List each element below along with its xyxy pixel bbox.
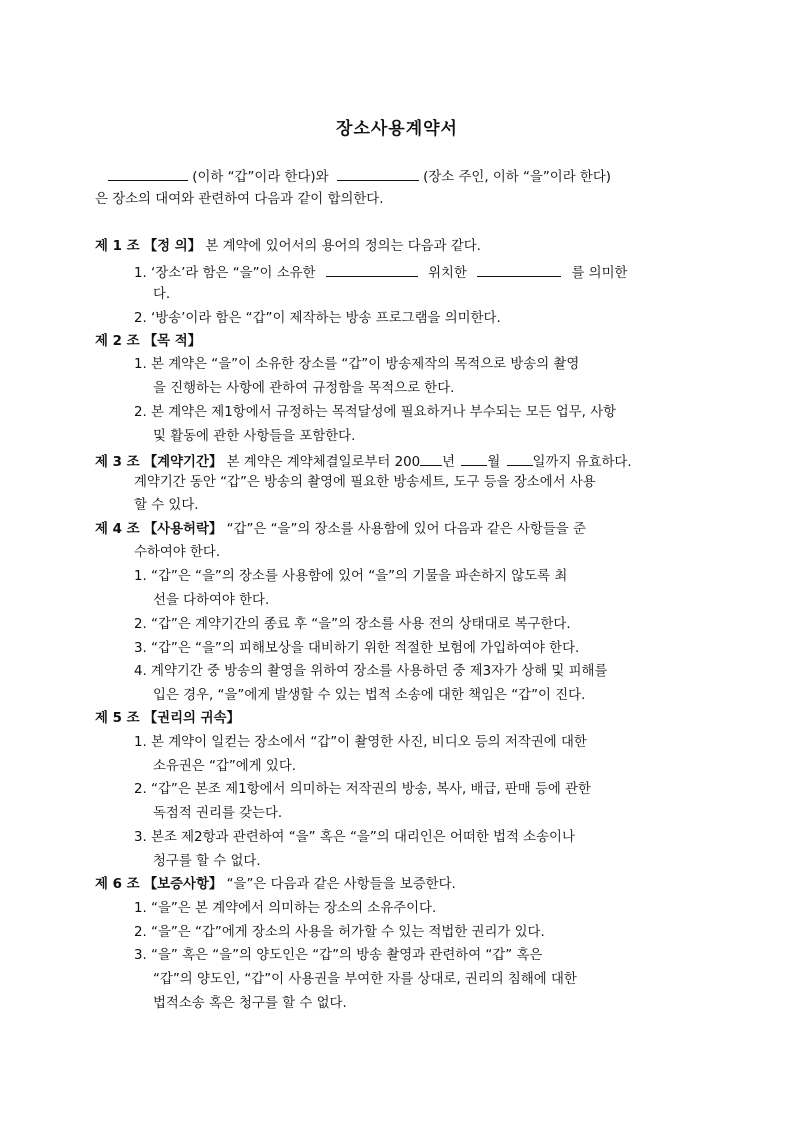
article-2-heading [95, 333, 201, 351]
item-number: 1. [134, 735, 147, 750]
article-6-item-2 [134, 924, 545, 942]
document-title: 장소사용계약서 [336, 119, 458, 139]
item-line-1: “갑”은 본조 제1항에서 의미하는 저작권의 방송, 복사, 배급, 판매 등에 관한 [151, 782, 591, 797]
item-line-1: “을”은 “갑”에게 장소의 사용을 허가할 수 있는 적법한 권리가 있다. [151, 925, 545, 940]
article-6-item-1 [134, 900, 436, 918]
article-4-lead: “갑”은 “을”의 장소를 사용함에 있어 다음과 같은 사항들을 준 [226, 522, 586, 537]
article-6-number: 제 6 조 [95, 877, 140, 892]
item-number: 1. [134, 901, 147, 916]
article-4-title: 【사용허락】 [143, 522, 223, 537]
item-number: 1. [134, 357, 147, 372]
place-location-blank[interactable] [477, 262, 561, 277]
article-3-title: 【계약기간】 [143, 455, 223, 470]
article-6-lead: “을”은 다음과 같은 사항들을 보증한다. [226, 877, 456, 892]
item-line-1: 본 계약이 일컫는 장소에서 “갑”이 촬영한 사진, 비디오 등의 저작권에 대한 [151, 735, 587, 750]
item-number: 1. [134, 266, 147, 281]
item-line-1: “을” 혹은 “을”의 양도인은 “갑”의 방송 촬영과 관련하여 “갑” 혹은 [151, 948, 543, 963]
article-5-item-2-cont: 독점적 권리를 갖는다. [153, 806, 283, 821]
item-number: 3. [134, 641, 147, 656]
article-3-heading [95, 451, 632, 472]
article-5-item-3 [134, 829, 575, 847]
item-number: 2. [134, 782, 147, 797]
item-number: 1. [134, 569, 147, 584]
article-3-text-c: 월 [487, 455, 501, 470]
item-line-1: “을”은 본 계약에서 의미하는 장소의 소유주이다. [151, 901, 437, 916]
item-number: 2. [134, 925, 147, 940]
item-number: 4. [134, 664, 147, 679]
article-5-heading [95, 710, 240, 728]
article-5-item-2 [134, 781, 591, 799]
article-3-number: 제 3 조 [95, 455, 140, 470]
item-line-1: 본조 제2항과 관련하여 “을” 혹은 “을”의 대리인은 어떠한 법적 소송이나 [151, 830, 575, 845]
article-2-item-2 [134, 404, 616, 422]
article-4-number: 제 4 조 [95, 522, 140, 537]
article-2-number: 제 2 조 [95, 334, 140, 349]
party-a-blank[interactable] [108, 166, 188, 181]
intro-part-2: (장소 주인, 이하 “을”이라 한다) [423, 170, 612, 185]
article-6-item-3-cont-1: “갑”의 양도인, “갑”이 사용권을 부여한 자를 상대로, 권리의 침해에 대한 [153, 972, 577, 987]
item-number: 3. [134, 948, 147, 963]
article-5-number: 제 5 조 [95, 711, 140, 726]
article-2-item-1-cont: 을 진행하는 사항에 관하여 규정함을 목적으로 한다. [153, 381, 455, 396]
year-blank[interactable] [420, 451, 442, 466]
article-3-text-a: 본 계약은 계약체결일로부터 200 [226, 455, 421, 470]
item-line-1: “갑”은 “을”의 피해보상을 대비하기 위한 적절한 보험에 가입하여야 한다. [151, 641, 580, 656]
intro-part-1: (이하 “갑”이라 한다)와 [192, 170, 329, 185]
article-4-lead-cont: 수하여야 한다. [134, 545, 221, 560]
article-1-title: 【정 의】 [143, 239, 202, 254]
item-line-1: “갑”은 “을”의 장소를 사용함에 있어 “을”의 기물을 파손하지 않도록 최 [151, 569, 568, 584]
article-2-title: 【목 적】 [143, 334, 202, 349]
article-1-item-1-cont: 다. [153, 287, 171, 302]
article-2-item-1 [134, 356, 579, 374]
item-line-1: 본 계약은 제1항에서 규정하는 목적달성에 필요하거나 부수되는 모든 업무, 사항 [151, 405, 617, 420]
article-4-item-4-cont: 입은 경우, “을”에게 발생할 수 있는 법적 소송에 대한 책임은 “갑”이 진다. [153, 688, 586, 703]
article-5-item-1 [134, 734, 587, 752]
article-4-item-4 [134, 663, 607, 681]
item-number: 2. [134, 311, 147, 326]
article-4-item-1-cont: 선을 다하여야 한다. [153, 593, 270, 608]
article-3-text-b: 년 [442, 455, 456, 470]
item-line-1: 본 계약은 “을”이 소유한 장소를 “갑”이 방송제작의 목적으로 방송의 촬영 [151, 357, 580, 372]
intro-line-2: 은 장소의 대여와 관련하여 다음과 같이 합의한다. [95, 192, 384, 207]
article-4-heading [95, 521, 586, 539]
article-5-item-1-cont: 소유권은 “갑”에게 있다. [153, 759, 297, 774]
item-number: 3. [134, 830, 147, 845]
article-3-text-d: 일까지 유효하다. [532, 455, 632, 470]
item-text: ‘방송’이라 함은 “갑”이 제작하는 방송 프로그램을 의미한다. [151, 311, 501, 326]
party-b-blank[interactable] [337, 166, 419, 181]
article-6-title: 【보증사항】 [143, 877, 223, 892]
article-5-item-3-cont: 청구를 할 수 없다. [153, 854, 261, 869]
article-6-heading [95, 876, 456, 894]
item-line-1: 계약기간 중 방송의 촬영을 위하여 장소를 사용하던 중 제3자가 상해 및 피해를 [151, 664, 608, 679]
article-2-item-2-cont: 및 활동에 관한 사항들을 포함한다. [153, 429, 356, 444]
article-4-item-3 [134, 640, 579, 658]
article-1-number: 제 1 조 [95, 239, 140, 254]
article-1-item-1 [134, 262, 627, 283]
article-3-line-2: 계약기간 동안 “갑”은 방송의 촬영에 필요한 방송세트, 도구 등을 장소에서 사용 [134, 475, 596, 490]
article-3-line-3: 할 수 있다. [134, 498, 199, 513]
month-blank[interactable] [461, 451, 487, 466]
intro-line-1 [108, 166, 611, 187]
item-number: 2. [134, 405, 147, 420]
article-1-heading [95, 238, 481, 256]
article-1-item-2 [134, 310, 501, 328]
article-4-item-2 [134, 616, 571, 634]
item-text-c: 를 의미한 [571, 266, 628, 281]
item-line-1: “갑”은 계약기간의 종료 후 “을”의 장소를 사용 전의 상태대로 복구한다. [151, 617, 571, 632]
item-text-a: ‘장소’라 함은 “을”이 소유한 [151, 266, 316, 281]
article-1-lead: 본 계약에 있어서의 용어의 정의는 다음과 같다. [205, 239, 481, 254]
article-5-title: 【권리의 귀속】 [143, 711, 240, 726]
article-4-item-1 [134, 568, 567, 586]
place-owner-blank[interactable] [326, 262, 418, 277]
article-6-item-3 [134, 947, 542, 965]
day-blank[interactable] [507, 451, 533, 466]
item-text-b: 위치한 [428, 266, 467, 281]
item-number: 2. [134, 617, 147, 632]
article-6-item-3-cont-2: 법적소송 혹은 청구를 할 수 없다. [153, 996, 347, 1011]
